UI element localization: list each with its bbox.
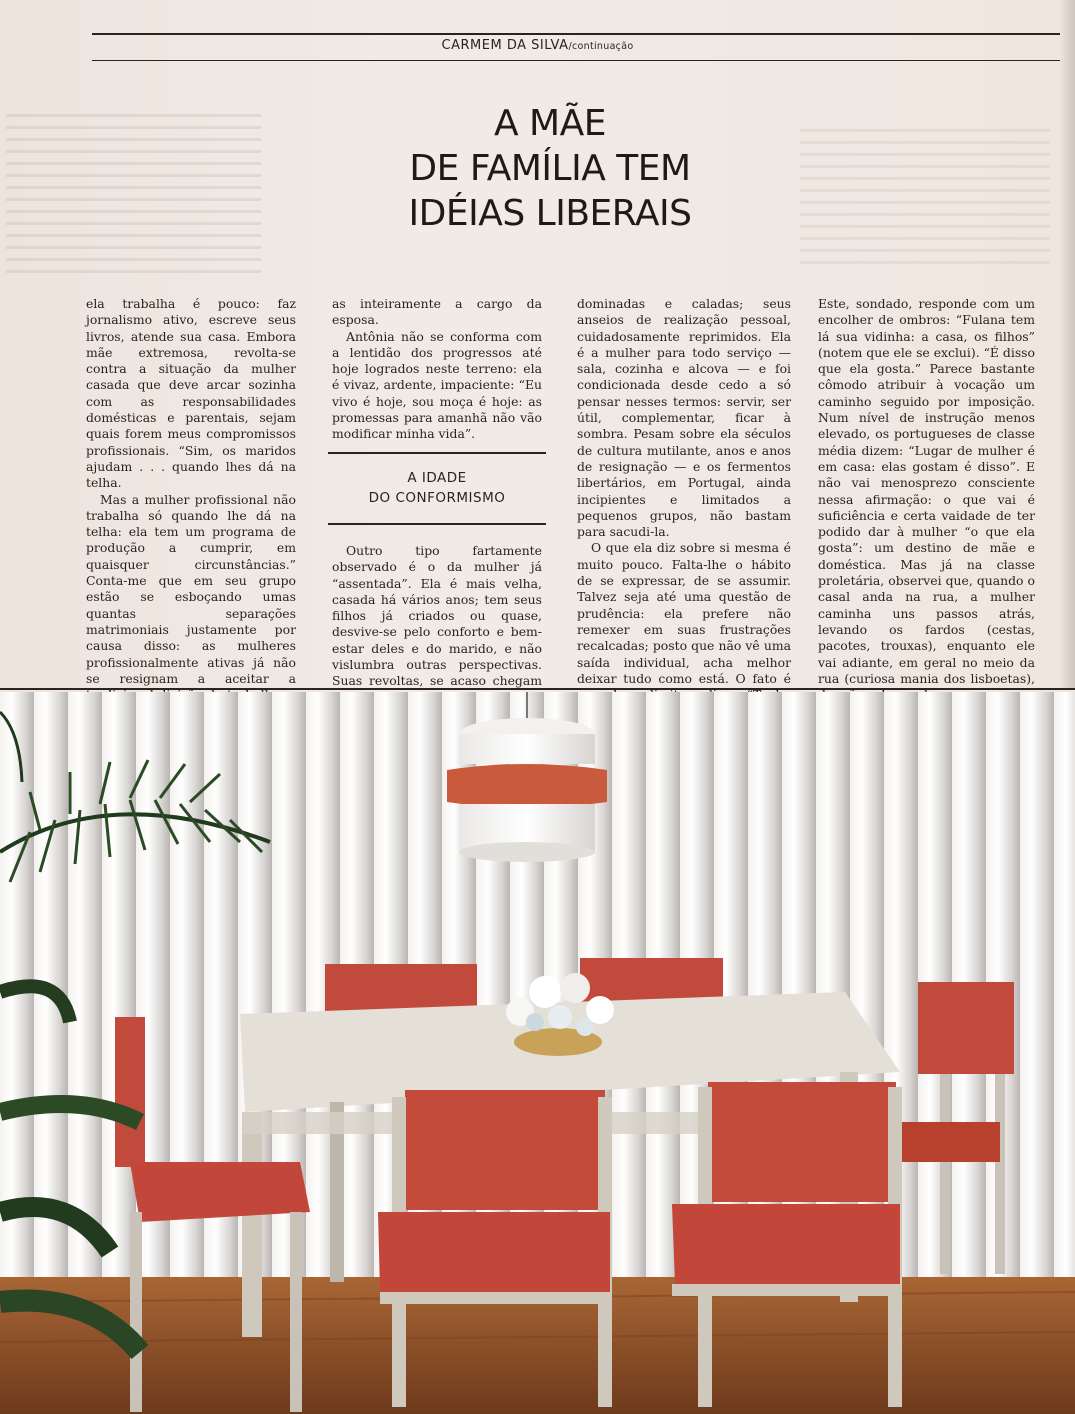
paragraph: dominadas e caladas; seus anseios de realização pessoal, cuidadosamente reprimidos. Ela é a mulher para todo serviço — sala, cozinha e alcova — e foi condicionada desde cedo a só pensar nesses termos: servir, ser útil, complementar, ficar à sombra. Pesam sobre ela séculos de cultura mutilante, anos e anos de resignação — e os fermentos libertários, em Portugal, ainda incipientes e limitados a pequenos grupos, não bastam para sacudi-la. bbox=[577, 296, 791, 540]
show-through-text bbox=[6, 105, 261, 275]
dining-room-photo bbox=[0, 692, 1075, 1414]
text-column-3 bbox=[577, 296, 791, 720]
show-through-text bbox=[800, 120, 1050, 270]
title-line-1: A MÃE bbox=[493, 103, 606, 144]
subhead-rule-top bbox=[328, 452, 546, 454]
subhead-rule-bottom bbox=[328, 523, 546, 525]
head-rule bbox=[92, 60, 1060, 61]
top-rule bbox=[92, 33, 1060, 35]
title-line-2: DE FAMÍLIA TEM bbox=[409, 148, 691, 189]
subhead-line-2: DO CONFORMISMO bbox=[368, 490, 506, 506]
section-subhead bbox=[328, 468, 546, 508]
paragraph: Antônia não se conforma com a lentidão dos progressos até hoje logrados neste terreno: ela é vivaz, ardente, impaciente: “Eu vivo é hoje, sou moça é hoje: as promessas para amanhã não vão modificar minha vida”. bbox=[332, 328, 542, 442]
paragraph: ela trabalha é pouco: faz jornalismo ativo, escreve seus livros, atende sua casa. Embora mãe extremosa, revolta-se contra a situação da mulher casada que deve arcar sozinha com as responsabilidades domésticas e parentais, sejam quais forem meus compromissos profissionais. “Sim, os maridos ajudam . . . quando lhes dá na telha. bbox=[86, 296, 296, 491]
article-title bbox=[300, 101, 800, 236]
text-column-2 bbox=[332, 296, 542, 443]
paragraph: Outro tipo fartamente observado é o da mulher já “assentada”. Ela é mais velha, casada há vários anos; tem seus filhos já criados ou quase, desvive-se pelo conforto e bem-estar deles e do marido, e não vislumbra outras perspectivas. Suas revoltas, se acaso chegam bbox=[332, 543, 542, 689]
photo-top-rule bbox=[0, 688, 1075, 690]
title-line-3: IDÉIAS LIBERAIS bbox=[408, 193, 692, 234]
text-column-4 bbox=[818, 296, 1035, 703]
running-head bbox=[0, 38, 1075, 53]
paragraph: Mas a mulher profissional não trabalha só quando lhe dá na telha: ela tem um programa de produção a cumprir, em quaisquer circunstâncias.” Conta-me que em seu grupo estão se esboçando umas quantas separações matrimoniais justamente por causa disso: as mulheres profissionalmente ativas já não se resignam a aceitar a bbox=[86, 491, 296, 686]
paragraph: Este, sondado, responde com um encolher de ombros: “Fulana tem lá sua vidinha: a casa, os filhos” (notem que ele se exclui). “É disso que ela gosta.” Parece bastante cômodo atribuir à vocação um caminho seguido por imposição. Num nível de instrução menos elevado, os portugueses de classe média dizem: “Lugar de mulher é em casa: elas gostam é disso”. E não vai menosprezo consciente nessa afirmação: o que vai é suficiência e certa vaidade de ter podido dar à mulher “o que ela gosta”: um destino de mãe e doméstica. Mas já na classe proletária, observei que, quando o casal anda na rua, a mulher caminha uns passos atrás, levando os fardos (cestas, pacotes, trouxas), enquanto ele vai adiante, em geral no meio da rua (curiosa mania dos lisboetas), bbox=[818, 296, 1035, 686]
paragraph: as inteiramente a cargo da esposa. bbox=[332, 296, 542, 328]
text-column-2-continued bbox=[332, 543, 542, 706]
paragraph: O que ela diz sobre si mesma é muito pouco. Falta-lhe o hábito de se expressar, de se assumir. Talvez seja até uma questão de prudência: ela prefere não remexer em suas frustrações recalcadas; posto que não vê uma saída individual, acha melhor deixar tudo como está. O fato é bbox=[577, 540, 791, 686]
running-head-author: CARMEM DA SILVA bbox=[441, 38, 569, 53]
running-head-continuation: /continuação bbox=[568, 41, 634, 52]
page-gutter-shadow bbox=[1059, 0, 1075, 690]
subhead-line-1: A IDADE bbox=[407, 470, 467, 486]
